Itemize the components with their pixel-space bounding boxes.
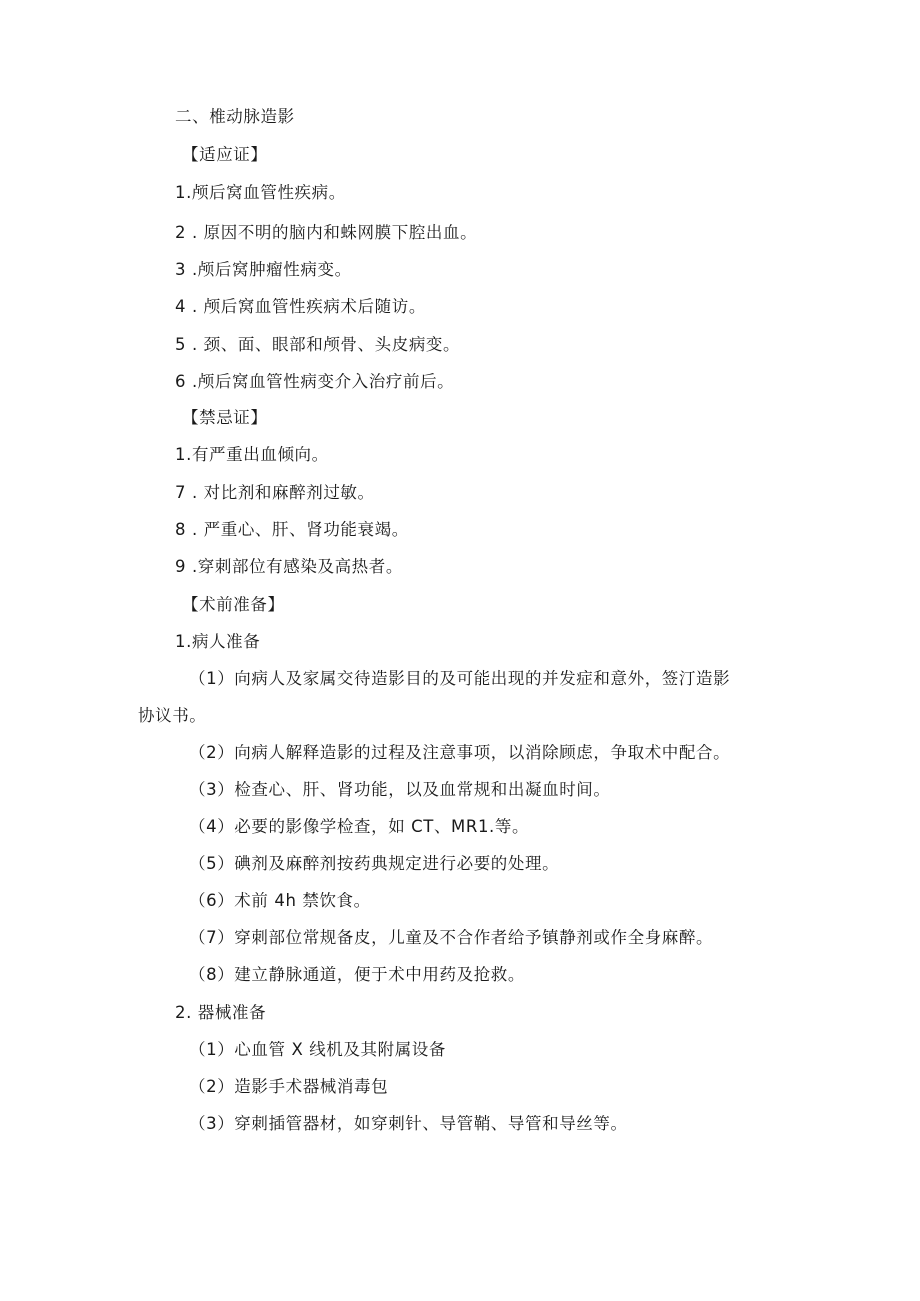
equipment-prep-title: 2. 器械准备 (175, 1003, 267, 1022)
patient-prep-item-3: （3）检查心、肝、肾功能，以及血常规和出凝血时间。 (189, 780, 611, 799)
contraindication-item-1: 1.有严重出血倾向。 (175, 445, 329, 464)
section-title: 二、椎动脉造影 (175, 107, 295, 126)
patient-prep-item-5: （5）碘剂及麻醉剂按药典规定进行必要的处理。 (189, 854, 560, 873)
indication-item-4: 4 . 颅后窝血管性疾病术后随访。 (175, 297, 426, 316)
indication-item-3: 3 .颅后窝肿瘤性病变。 (175, 260, 352, 279)
equipment-prep-item-2: （2）造影手术器械消毒包 (189, 1077, 389, 1096)
patient-prep-item-4: （4）必要的影像学检查，如 CT、MR1.等。 (189, 817, 530, 836)
patient-prep-item-2: （2）向病人解释造影的过程及注意事项，以消除顾虑，争取术中配合。 (189, 743, 731, 762)
patient-prep-title: 1.病人准备 (175, 632, 261, 651)
indication-item-6: 6 .颅后窝血管性病变介入治疗前后。 (175, 372, 455, 391)
contraindication-item-3: 8 . 严重心、肝、肾功能衰竭。 (175, 520, 409, 539)
contraindications-heading: 【禁忌证】 (182, 408, 268, 427)
contraindication-item-2: 7 . 对比剂和麻醉剂过敏。 (175, 483, 375, 502)
patient-prep-item-7: （7）穿刺部位常规备皮，儿童及不合作者给予镇静剂或作全身麻醉。 (189, 928, 714, 947)
indications-heading: 【适应证】 (182, 145, 268, 164)
contraindication-item-4: 9 .穿刺部位有感染及高热者。 (175, 557, 403, 576)
patient-prep-item-1-line-2: 协议书。 (138, 706, 207, 725)
patient-prep-item-1-line-1: （1）向病人及家属交待造影目的及可能出现的并发症和意外，签汀造影 (189, 669, 731, 688)
equipment-prep-item-1: （1）心血管 X 线机及其附属设备 (189, 1040, 446, 1059)
patient-prep-item-8: （8）建立静脉通道，便于术中用药及抢救。 (189, 965, 525, 984)
equipment-prep-item-3: （3）穿刺插管器材，如穿刺针、导管鞘、导管和导丝等。 (189, 1114, 628, 1133)
indication-item-2: 2 . 原因不明的脑内和蛛网膜下腔出血。 (175, 223, 478, 242)
indication-item-5: 5 . 颈、面、眼部和颅骨、头皮病变。 (175, 335, 461, 354)
indication-item-1: 1.颅后窝血管性疾病。 (175, 183, 346, 202)
preparation-heading: 【术前准备】 (182, 595, 285, 614)
patient-prep-item-6: （6）术前 4h 禁饮食。 (189, 891, 371, 910)
